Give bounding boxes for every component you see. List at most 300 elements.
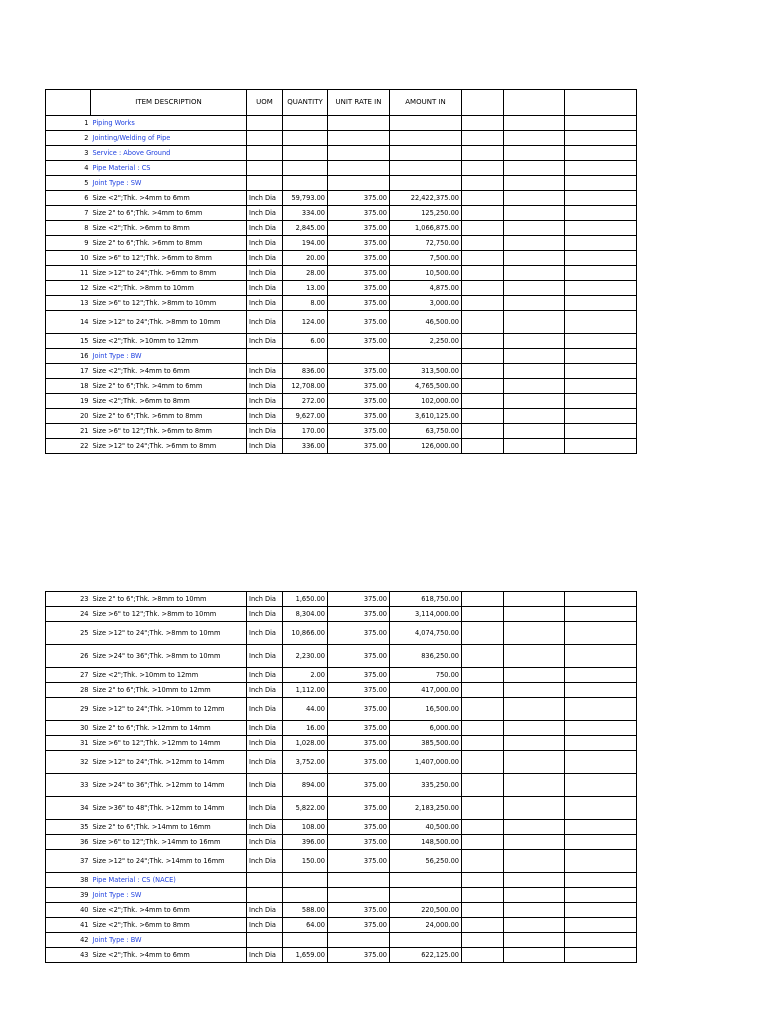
item-description-cell: Size >12" to 24";Thk. >6mm to 8mm bbox=[91, 439, 247, 454]
section-heading-row bbox=[46, 161, 637, 176]
extra-column-3-cell bbox=[565, 751, 637, 774]
amount-cell bbox=[390, 161, 462, 176]
extra-column-2-cell bbox=[504, 835, 565, 850]
table-row bbox=[46, 698, 637, 721]
item-number-cell: 22 bbox=[46, 439, 91, 454]
unit-rate-cell: 375.00 bbox=[328, 850, 390, 873]
table-row bbox=[46, 622, 637, 645]
quantity-cell bbox=[283, 161, 328, 176]
quantity-cell: 8,304.00 bbox=[283, 607, 328, 622]
uom-cell: Inch Dia bbox=[247, 364, 283, 379]
extra-column-3-cell bbox=[565, 394, 637, 409]
unit-rate-cell bbox=[328, 146, 390, 161]
item-number-cell: 6 bbox=[46, 191, 91, 206]
table-row bbox=[46, 592, 637, 607]
extra-column-3-cell bbox=[565, 221, 637, 236]
extra-column-1-cell bbox=[462, 721, 504, 736]
extra-column-2-cell bbox=[504, 236, 565, 251]
extra-column-3-cell bbox=[565, 622, 637, 645]
quantity-cell: 2,845.00 bbox=[283, 221, 328, 236]
amount-cell: 4,074,750.00 bbox=[390, 622, 462, 645]
extra-column-1-cell bbox=[462, 698, 504, 721]
quantity-cell: 336.00 bbox=[283, 439, 328, 454]
amount-cell: 220,500.00 bbox=[390, 903, 462, 918]
item-description-cell: Size <2";Thk. >6mm to 8mm bbox=[91, 221, 247, 236]
amount-cell: 3,610,125.00 bbox=[390, 409, 462, 424]
table-row bbox=[46, 736, 637, 751]
item-number-cell: 25 bbox=[46, 622, 91, 645]
item-description-cell: Size >6" to 12";Thk. >14mm to 16mm bbox=[91, 835, 247, 850]
extra-column-2-cell bbox=[504, 334, 565, 349]
table-row bbox=[46, 379, 637, 394]
uom-cell bbox=[247, 116, 283, 131]
extra-column-2-cell bbox=[504, 439, 565, 454]
extra-column-1-cell bbox=[462, 146, 504, 161]
uom-cell: Inch Dia bbox=[247, 334, 283, 349]
extra-column-1-cell bbox=[462, 116, 504, 131]
extra-column-2-cell bbox=[504, 191, 565, 206]
extra-column-3-cell bbox=[565, 439, 637, 454]
unit-rate-header: UNIT RATE IN bbox=[328, 90, 390, 116]
uom-cell bbox=[247, 176, 283, 191]
item-description-cell: Size <2";Thk. >8mm to 10mm bbox=[91, 281, 247, 296]
extra-column-1-cell bbox=[462, 296, 504, 311]
table-body bbox=[46, 592, 637, 963]
uom-cell: Inch Dia bbox=[247, 903, 283, 918]
extra-column-1-cell bbox=[462, 683, 504, 698]
extra-column-1-cell bbox=[462, 820, 504, 835]
extra-column-3-cell bbox=[565, 176, 637, 191]
extra-column-2-cell bbox=[504, 281, 565, 296]
extra-column-1-cell bbox=[462, 176, 504, 191]
extra-column-1-cell bbox=[462, 191, 504, 206]
extra-column-1-cell bbox=[462, 131, 504, 146]
unit-rate-cell: 375.00 bbox=[328, 607, 390, 622]
item-number-cell: 19 bbox=[46, 394, 91, 409]
extra-column-2-cell bbox=[504, 266, 565, 281]
item-description-cell: Size <2";Thk. >6mm to 8mm bbox=[91, 918, 247, 933]
item-number-cell: 18 bbox=[46, 379, 91, 394]
extra-column-2-cell bbox=[504, 424, 565, 439]
uom-cell: Inch Dia bbox=[247, 751, 283, 774]
quantity-cell: 20.00 bbox=[283, 251, 328, 266]
extra-column-2-cell bbox=[504, 409, 565, 424]
unit-rate-cell: 375.00 bbox=[328, 835, 390, 850]
uom-cell: Inch Dia bbox=[247, 379, 283, 394]
table-row bbox=[46, 835, 637, 850]
unit-rate-cell: 375.00 bbox=[328, 903, 390, 918]
item-number-cell: 36 bbox=[46, 835, 91, 850]
amount-cell: 4,875.00 bbox=[390, 281, 462, 296]
table-row bbox=[46, 221, 637, 236]
table-row bbox=[46, 266, 637, 281]
extra-column-3-cell bbox=[565, 873, 637, 888]
amount-cell: 63,750.00 bbox=[390, 424, 462, 439]
quantity-cell bbox=[283, 349, 328, 364]
amount-cell: 836,250.00 bbox=[390, 645, 462, 668]
uom-cell bbox=[247, 933, 283, 948]
item-number-cell: 17 bbox=[46, 364, 91, 379]
unit-rate-cell: 375.00 bbox=[328, 379, 390, 394]
extra-column-1-cell bbox=[462, 251, 504, 266]
quantity-cell: 2.00 bbox=[283, 668, 328, 683]
uom-cell: Inch Dia bbox=[247, 439, 283, 454]
quantity-cell: 1,659.00 bbox=[283, 948, 328, 963]
extra-column-1-cell bbox=[462, 850, 504, 873]
table-row bbox=[46, 645, 637, 668]
extra-column-3-cell bbox=[565, 251, 637, 266]
uom-cell bbox=[247, 349, 283, 364]
table-row bbox=[46, 394, 637, 409]
quantity-cell: 836.00 bbox=[283, 364, 328, 379]
item-number-cell: 34 bbox=[46, 797, 91, 820]
unit-rate-cell bbox=[328, 873, 390, 888]
item-description-cell: Size <2";Thk. >4mm to 6mm bbox=[91, 364, 247, 379]
table-row bbox=[46, 439, 637, 454]
extra-column-1-cell bbox=[462, 948, 504, 963]
unit-rate-cell bbox=[328, 349, 390, 364]
item-number-cell: 13 bbox=[46, 296, 91, 311]
extra-column-1-cell bbox=[462, 918, 504, 933]
item-number-cell: 37 bbox=[46, 850, 91, 873]
extra-column-1-cell bbox=[462, 394, 504, 409]
quantity-cell: 64.00 bbox=[283, 918, 328, 933]
quantity-cell bbox=[283, 116, 328, 131]
item-number-cell: 4 bbox=[46, 161, 91, 176]
item-number-cell: 30 bbox=[46, 721, 91, 736]
table-row bbox=[46, 206, 637, 221]
extra-column-3-cell bbox=[565, 797, 637, 820]
item-description-cell: Piping Works bbox=[91, 116, 247, 131]
uom-cell: Inch Dia bbox=[247, 266, 283, 281]
boq-table-page-2 bbox=[45, 591, 637, 963]
extra-column-2-cell bbox=[504, 296, 565, 311]
quantity-cell bbox=[283, 888, 328, 903]
item-description-cell: Size <2";Thk. >10mm to 12mm bbox=[91, 668, 247, 683]
quantity-cell bbox=[283, 131, 328, 146]
extra-column-2-cell bbox=[504, 948, 565, 963]
item-description-cell: Size <2";Thk. >6mm to 8mm bbox=[91, 394, 247, 409]
amount-cell: 125,250.00 bbox=[390, 206, 462, 221]
unit-rate-cell: 375.00 bbox=[328, 698, 390, 721]
extra-column-1-cell bbox=[462, 349, 504, 364]
amount-cell: 335,250.00 bbox=[390, 774, 462, 797]
quantity-cell: 59,793.00 bbox=[283, 191, 328, 206]
item-description-cell: Size <2";Thk. >10mm to 12mm bbox=[91, 334, 247, 349]
table-row bbox=[46, 721, 637, 736]
unit-rate-cell: 375.00 bbox=[328, 191, 390, 206]
extra-column-2-cell bbox=[504, 161, 565, 176]
item-description-cell: Joint Type : BW bbox=[91, 933, 247, 948]
uom-cell: Inch Dia bbox=[247, 311, 283, 334]
quantity-cell: 6.00 bbox=[283, 334, 328, 349]
extra-column-3-cell bbox=[565, 774, 637, 797]
extra-column-1-cell bbox=[462, 751, 504, 774]
amount-cell: 46,500.00 bbox=[390, 311, 462, 334]
extra-column-1-cell bbox=[462, 281, 504, 296]
extra-column-1-cell bbox=[462, 409, 504, 424]
extra-column-3-cell bbox=[565, 835, 637, 850]
table-row bbox=[46, 751, 637, 774]
extra-column-2-cell bbox=[504, 903, 565, 918]
extra-column-3-cell bbox=[565, 311, 637, 334]
extra-column-2-cell bbox=[504, 736, 565, 751]
extra-column-3-cell bbox=[565, 349, 637, 364]
uom-cell: Inch Dia bbox=[247, 736, 283, 751]
amount-cell: 313,500.00 bbox=[390, 364, 462, 379]
unit-rate-cell: 375.00 bbox=[328, 668, 390, 683]
unit-rate-cell: 375.00 bbox=[328, 251, 390, 266]
extra-column-1-cell bbox=[462, 364, 504, 379]
table-row bbox=[46, 364, 637, 379]
uom-cell: Inch Dia bbox=[247, 645, 283, 668]
quantity-cell: 5,822.00 bbox=[283, 797, 328, 820]
quantity-cell: 28.00 bbox=[283, 266, 328, 281]
item-number-cell: 23 bbox=[46, 592, 91, 607]
item-number-cell: 2 bbox=[46, 131, 91, 146]
uom-cell: Inch Dia bbox=[247, 424, 283, 439]
extra-column-3-cell bbox=[565, 903, 637, 918]
item-number-cell: 16 bbox=[46, 349, 91, 364]
extra-column-3-cell bbox=[565, 948, 637, 963]
item-description-cell: Pipe Material : CS (NACE) bbox=[91, 873, 247, 888]
unit-rate-cell: 375.00 bbox=[328, 296, 390, 311]
extra-column-3-cell bbox=[565, 668, 637, 683]
unit-rate-cell: 375.00 bbox=[328, 797, 390, 820]
quantity-cell bbox=[283, 146, 328, 161]
uom-cell: Inch Dia bbox=[247, 206, 283, 221]
amount-cell: 102,000.00 bbox=[390, 394, 462, 409]
extra-column-1-cell bbox=[462, 903, 504, 918]
table-row bbox=[46, 409, 637, 424]
amount-cell bbox=[390, 146, 462, 161]
extra-column-2-cell bbox=[504, 622, 565, 645]
extra-column-2-cell bbox=[504, 394, 565, 409]
item-description-cell: Size >12" to 24";Thk. >10mm to 12mm bbox=[91, 698, 247, 721]
uom-cell: Inch Dia bbox=[247, 251, 283, 266]
table-row bbox=[46, 948, 637, 963]
item-description-cell: Size >6" to 12";Thk. >8mm to 10mm bbox=[91, 296, 247, 311]
amount-cell: 24,000.00 bbox=[390, 918, 462, 933]
extra-column-3-cell bbox=[565, 933, 637, 948]
extra-column-2-cell bbox=[504, 683, 565, 698]
uom-cell: Inch Dia bbox=[247, 721, 283, 736]
item-number-cell: 9 bbox=[46, 236, 91, 251]
uom-cell: Inch Dia bbox=[247, 221, 283, 236]
unit-rate-cell: 375.00 bbox=[328, 394, 390, 409]
unit-rate-cell: 375.00 bbox=[328, 236, 390, 251]
extra-column-3-cell bbox=[565, 645, 637, 668]
extra-column-2-cell bbox=[504, 206, 565, 221]
quantity-cell: 16.00 bbox=[283, 721, 328, 736]
uom-cell: Inch Dia bbox=[247, 191, 283, 206]
item-description-cell: Size >12" to 24";Thk. >8mm to 10mm bbox=[91, 622, 247, 645]
item-number-cell: 43 bbox=[46, 948, 91, 963]
extra-column-1-cell bbox=[462, 933, 504, 948]
extra-column-3-cell bbox=[565, 820, 637, 835]
extra-column-1-cell bbox=[462, 873, 504, 888]
item-description-cell: Size 2" to 6";Thk. >10mm to 12mm bbox=[91, 683, 247, 698]
table-row bbox=[46, 774, 637, 797]
extra-column-2-cell bbox=[504, 251, 565, 266]
amount-cell: 1,066,875.00 bbox=[390, 221, 462, 236]
extra-column-3-cell bbox=[565, 191, 637, 206]
unit-rate-cell: 375.00 bbox=[328, 751, 390, 774]
extra-column-1-cell bbox=[462, 266, 504, 281]
item-number-cell: 29 bbox=[46, 698, 91, 721]
table-row bbox=[46, 903, 637, 918]
quantity-cell: 108.00 bbox=[283, 820, 328, 835]
amount-cell: 4,765,500.00 bbox=[390, 379, 462, 394]
unit-rate-cell: 375.00 bbox=[328, 683, 390, 698]
unit-rate-cell: 375.00 bbox=[328, 820, 390, 835]
item-description-cell: Size 2" to 6";Thk. >14mm to 16mm bbox=[91, 820, 247, 835]
unit-rate-cell: 375.00 bbox=[328, 424, 390, 439]
uom-cell: Inch Dia bbox=[247, 835, 283, 850]
extra-column-3-cell bbox=[565, 379, 637, 394]
amount-cell: 417,000.00 bbox=[390, 683, 462, 698]
extra-column-2-cell bbox=[504, 820, 565, 835]
extra-column-3-cell bbox=[565, 146, 637, 161]
item-number-cell: 24 bbox=[46, 607, 91, 622]
item-description-cell: Size >6" to 12";Thk. >12mm to 14mm bbox=[91, 736, 247, 751]
uom-cell: Inch Dia bbox=[247, 797, 283, 820]
uom-cell bbox=[247, 131, 283, 146]
item-number-cell: 20 bbox=[46, 409, 91, 424]
item-number-cell: 27 bbox=[46, 668, 91, 683]
unit-rate-cell: 375.00 bbox=[328, 206, 390, 221]
quantity-cell: 9,627.00 bbox=[283, 409, 328, 424]
extra-column-2-cell bbox=[504, 146, 565, 161]
amount-cell: 10,500.00 bbox=[390, 266, 462, 281]
quantity-cell: 150.00 bbox=[283, 850, 328, 873]
amount-cell: 3,114,000.00 bbox=[390, 607, 462, 622]
extra-column-3-cell bbox=[565, 334, 637, 349]
extra-column-2-cell bbox=[504, 364, 565, 379]
extra-column-1-cell bbox=[462, 424, 504, 439]
item-description-cell: Joint Type : BW bbox=[91, 349, 247, 364]
boq-table-page-1 bbox=[45, 89, 637, 454]
extra-column-3-cell bbox=[565, 266, 637, 281]
item-number-cell: 15 bbox=[46, 334, 91, 349]
item-description-cell: Size >6" to 12";Thk. >6mm to 8mm bbox=[91, 251, 247, 266]
item-number-cell: 21 bbox=[46, 424, 91, 439]
amount-cell bbox=[390, 349, 462, 364]
quantity-cell: 12,708.00 bbox=[283, 379, 328, 394]
unit-rate-cell bbox=[328, 888, 390, 903]
extra-column-2-header bbox=[504, 90, 565, 116]
uom-cell: Inch Dia bbox=[247, 409, 283, 424]
item-description-cell: Joint Type : SW bbox=[91, 888, 247, 903]
quantity-cell: 3,752.00 bbox=[283, 751, 328, 774]
extra-column-1-cell bbox=[462, 888, 504, 903]
uom-cell: Inch Dia bbox=[247, 948, 283, 963]
extra-column-3-cell bbox=[565, 721, 637, 736]
amount-cell: 72,750.00 bbox=[390, 236, 462, 251]
item-number-cell: 14 bbox=[46, 311, 91, 334]
table-row bbox=[46, 251, 637, 266]
item-description-cell: Size <2";Thk. >4mm to 6mm bbox=[91, 191, 247, 206]
table-row bbox=[46, 683, 637, 698]
quantity-cell: 2,230.00 bbox=[283, 645, 328, 668]
item-description-cell: Size >12" to 24";Thk. >8mm to 10mm bbox=[91, 311, 247, 334]
quantity-cell bbox=[283, 873, 328, 888]
uom-cell: Inch Dia bbox=[247, 918, 283, 933]
extra-column-2-cell bbox=[504, 774, 565, 797]
item-description-cell: Size >24" to 36";Thk. >8mm to 10mm bbox=[91, 645, 247, 668]
item-description-cell: Size <2";Thk. >4mm to 6mm bbox=[91, 903, 247, 918]
uom-cell bbox=[247, 161, 283, 176]
extra-column-3-cell bbox=[565, 206, 637, 221]
table-row bbox=[46, 311, 637, 334]
extra-column-2-cell bbox=[504, 918, 565, 933]
section-heading-row bbox=[46, 131, 637, 146]
extra-column-1-cell bbox=[462, 161, 504, 176]
section-heading-row bbox=[46, 933, 637, 948]
amount-cell bbox=[390, 131, 462, 146]
quantity-cell: 44.00 bbox=[283, 698, 328, 721]
item-description-cell: Size >12" to 24";Thk. >6mm to 8mm bbox=[91, 266, 247, 281]
quantity-cell: 194.00 bbox=[283, 236, 328, 251]
sno-header bbox=[46, 90, 91, 116]
quantity-cell: 396.00 bbox=[283, 835, 328, 850]
table-row bbox=[46, 296, 637, 311]
item-number-cell: 12 bbox=[46, 281, 91, 296]
extra-column-1-cell bbox=[462, 736, 504, 751]
quantity-cell: 124.00 bbox=[283, 311, 328, 334]
uom-cell: Inch Dia bbox=[247, 698, 283, 721]
item-description-cell: Service : Above Ground bbox=[91, 146, 247, 161]
quantity-cell: 894.00 bbox=[283, 774, 328, 797]
extra-column-3-cell bbox=[565, 888, 637, 903]
extra-column-3-cell bbox=[565, 607, 637, 622]
extra-column-2-cell bbox=[504, 379, 565, 394]
unit-rate-cell: 375.00 bbox=[328, 364, 390, 379]
extra-column-2-cell bbox=[504, 221, 565, 236]
extra-column-2-cell bbox=[504, 873, 565, 888]
extra-column-3-cell bbox=[565, 592, 637, 607]
item-number-cell: 32 bbox=[46, 751, 91, 774]
extra-column-1-header bbox=[462, 90, 504, 116]
uom-header: UOM bbox=[247, 90, 283, 116]
item-number-cell: 42 bbox=[46, 933, 91, 948]
uom-cell: Inch Dia bbox=[247, 394, 283, 409]
extra-column-2-cell bbox=[504, 645, 565, 668]
item-number-cell: 38 bbox=[46, 873, 91, 888]
table-row bbox=[46, 281, 637, 296]
extra-column-2-cell bbox=[504, 850, 565, 873]
item-number-cell: 10 bbox=[46, 251, 91, 266]
item-number-cell: 11 bbox=[46, 266, 91, 281]
extra-column-1-cell bbox=[462, 622, 504, 645]
section-heading-row bbox=[46, 349, 637, 364]
uom-cell: Inch Dia bbox=[247, 774, 283, 797]
item-description-cell: Pipe Material : CS bbox=[91, 161, 247, 176]
amount-cell: 2,183,250.00 bbox=[390, 797, 462, 820]
uom-cell: Inch Dia bbox=[247, 236, 283, 251]
uom-cell: Inch Dia bbox=[247, 683, 283, 698]
unit-rate-cell: 375.00 bbox=[328, 311, 390, 334]
uom-cell: Inch Dia bbox=[247, 668, 283, 683]
table-row bbox=[46, 607, 637, 622]
extra-column-3-header bbox=[565, 90, 637, 116]
extra-column-3-cell bbox=[565, 918, 637, 933]
item-description-cell: Size 2" to 6";Thk. >6mm to 8mm bbox=[91, 409, 247, 424]
unit-rate-cell: 375.00 bbox=[328, 721, 390, 736]
extra-column-3-cell bbox=[565, 131, 637, 146]
extra-column-1-cell bbox=[462, 774, 504, 797]
amount-cell bbox=[390, 873, 462, 888]
